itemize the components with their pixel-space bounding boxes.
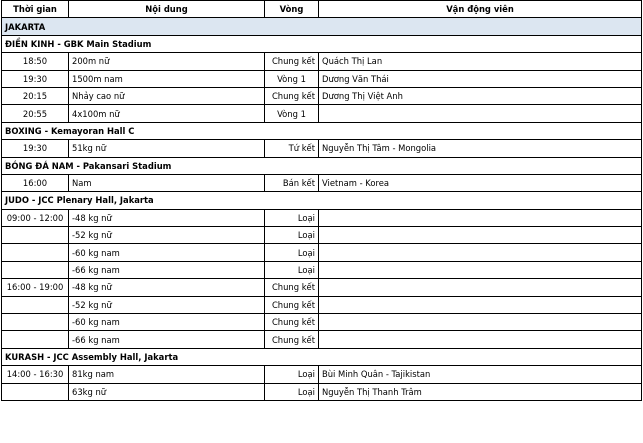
venue-row — [2, 157, 642, 174]
athlete-name: Dương Thị Việt Anh — [319, 87, 642, 104]
event-round: Chung kết — [265, 279, 319, 296]
event-time — [2, 314, 69, 331]
athlete-name: Nguyễn Thị Tâm - Mongolia — [319, 140, 642, 157]
table-row — [2, 227, 642, 244]
event-round: Loại — [265, 227, 319, 244]
schedule-table — [1, 0, 642, 401]
venue-title: KURASH - JCC Assembly Hall, Jakarta — [2, 348, 642, 365]
header-round: Vòng — [265, 1, 319, 18]
event-name: Nhảy cao nữ — [69, 87, 265, 104]
venue-row — [2, 122, 642, 139]
athlete-name: Vietnam - Korea — [319, 174, 642, 191]
event-round: Loại — [265, 244, 319, 261]
table-row — [2, 279, 642, 296]
event-name: -66 kg nam — [69, 261, 265, 278]
athlete-name: Bùi Minh Quân - Tajikistan — [319, 366, 642, 383]
athlete-name: Dương Văn Thái — [319, 70, 642, 87]
event-round: Loại — [265, 366, 319, 383]
event-name: -52 kg nữ — [69, 296, 265, 313]
venue-title: JUDO - JCC Plenary Hall, Jakarta — [2, 192, 642, 209]
athlete-name — [319, 227, 642, 244]
table-row — [2, 296, 642, 313]
event-name: -60 kg nam — [69, 244, 265, 261]
event-round: Loại — [265, 383, 319, 400]
athlete-name — [319, 244, 642, 261]
athlete-name — [319, 209, 642, 226]
table-row — [2, 105, 642, 122]
event-name: -66 kg nam — [69, 331, 265, 348]
table-row — [2, 209, 642, 226]
table-row — [2, 140, 642, 157]
event-round: Tứ kết — [265, 140, 319, 157]
event-time: 16:00 — [2, 174, 69, 191]
athlete-name: Nguyễn Thị Thanh Trâm — [319, 383, 642, 400]
event-time: 14:00 - 16:30 — [2, 366, 69, 383]
table-row — [2, 383, 642, 400]
table-row — [2, 366, 642, 383]
event-round: Vòng 1 — [265, 105, 319, 122]
table-row — [2, 174, 642, 191]
city-row — [2, 18, 642, 35]
event-time — [2, 244, 69, 261]
event-name: 81kg nam — [69, 366, 265, 383]
table-row — [2, 70, 642, 87]
header-content: Nội dung — [69, 1, 265, 18]
event-time: 19:30 — [2, 70, 69, 87]
header-row — [2, 1, 642, 18]
event-time: 20:15 — [2, 87, 69, 104]
event-round: Chung kết — [265, 296, 319, 313]
city-name: JAKARTA — [2, 18, 642, 35]
event-time — [2, 261, 69, 278]
event-time: 09:00 - 12:00 — [2, 209, 69, 226]
event-time — [2, 383, 69, 400]
event-name: 4x100m nữ — [69, 105, 265, 122]
header-athlete: Vận động viên — [319, 1, 642, 18]
table-row — [2, 244, 642, 261]
event-name: 200m nữ — [69, 53, 265, 70]
event-round: Chung kết — [265, 314, 319, 331]
event-round: Loại — [265, 209, 319, 226]
athlete-name: Quách Thị Lan — [319, 53, 642, 70]
event-time: 18:50 — [2, 53, 69, 70]
event-time: 16:00 - 19:00 — [2, 279, 69, 296]
event-name: 63kg nữ — [69, 383, 265, 400]
table-row — [2, 331, 642, 348]
event-name: 51kg nữ — [69, 140, 265, 157]
event-round: Chung kết — [265, 331, 319, 348]
venue-title: BÓNG ĐÁ NAM - Pakansari Stadium — [2, 157, 642, 174]
table-row — [2, 53, 642, 70]
event-name: 1500m nam — [69, 70, 265, 87]
athlete-name — [319, 314, 642, 331]
event-name: -52 kg nữ — [69, 227, 265, 244]
athlete-name — [319, 279, 642, 296]
athlete-name — [319, 296, 642, 313]
event-name: -48 kg nữ — [69, 209, 265, 226]
venue-row — [2, 35, 642, 52]
event-name: Nam — [69, 174, 265, 191]
athlete-name — [319, 261, 642, 278]
event-name: -60 kg nam — [69, 314, 265, 331]
venue-title: ĐIỀN KINH - GBK Main Stadium — [2, 35, 642, 52]
event-round: Loại — [265, 261, 319, 278]
event-round: Chung kết — [265, 87, 319, 104]
table-row — [2, 261, 642, 278]
event-time: 19:30 — [2, 140, 69, 157]
venue-row — [2, 192, 642, 209]
table-row — [2, 314, 642, 331]
venue-title: BOXING - Kemayoran Hall C — [2, 122, 642, 139]
event-time — [2, 227, 69, 244]
athlete-name — [319, 331, 642, 348]
event-round: Vòng 1 — [265, 70, 319, 87]
header-time: Thời gian — [2, 1, 69, 18]
venue-row — [2, 348, 642, 365]
event-round: Chung kết — [265, 53, 319, 70]
table-row — [2, 87, 642, 104]
event-time — [2, 296, 69, 313]
event-time — [2, 331, 69, 348]
event-round: Bán kết — [265, 174, 319, 191]
event-name: -48 kg nữ — [69, 279, 265, 296]
athlete-name — [319, 105, 642, 122]
event-time: 20:55 — [2, 105, 69, 122]
